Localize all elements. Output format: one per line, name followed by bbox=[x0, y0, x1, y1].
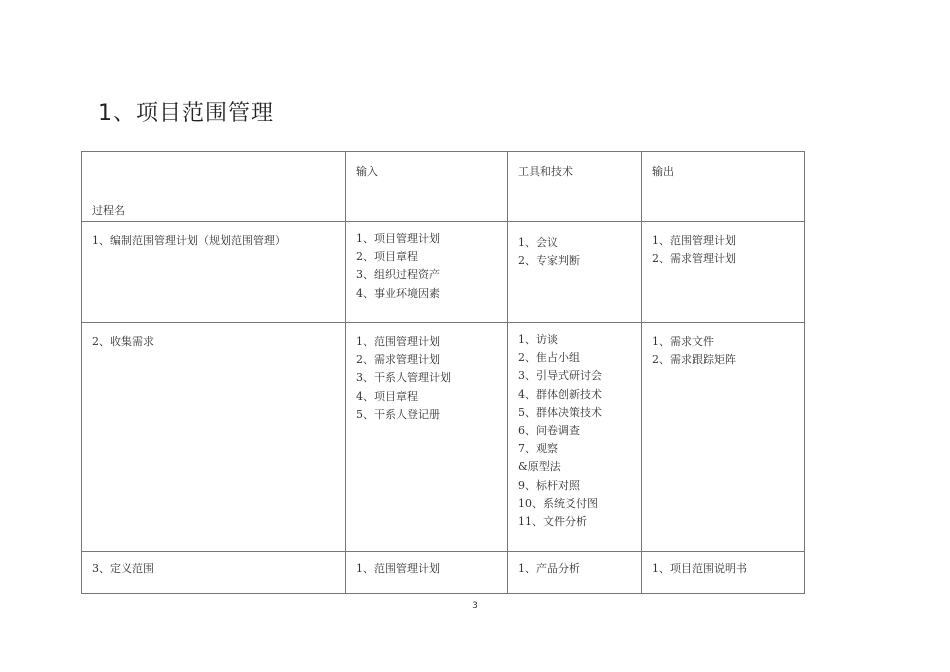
header-output-label: 输出 bbox=[652, 165, 674, 178]
tools-cell bbox=[508, 222, 642, 323]
page-title: 1、项目范围管理 bbox=[98, 101, 274, 126]
header-input-label: 输入 bbox=[356, 165, 378, 178]
process-cell: 2、收集需求 bbox=[82, 323, 346, 552]
list-item: 5、干系人登记册 bbox=[356, 407, 440, 421]
tools-cell bbox=[508, 323, 642, 552]
list-item: 9、标杆对照 bbox=[518, 478, 580, 492]
list-item: 1、需求文件 bbox=[652, 335, 714, 348]
list-item: 10、系统爻付图 bbox=[518, 496, 598, 510]
header-process-label: 过程名 bbox=[92, 203, 125, 217]
list-item: 2、专家判断 bbox=[518, 254, 580, 268]
list-item: 1、范围管理计划 bbox=[356, 562, 440, 575]
list-item: 1、会议 bbox=[518, 236, 558, 249]
outputs-cell bbox=[642, 323, 805, 552]
header-cell-tools bbox=[508, 152, 642, 222]
inputs-cell bbox=[346, 552, 508, 594]
list-item: 3、干系人管理计划 bbox=[356, 371, 451, 385]
list-item: &原型法 bbox=[518, 460, 561, 474]
list-item: 2、需求跟踪矩阵 bbox=[652, 353, 736, 367]
list-item: 1、访谈 bbox=[518, 333, 558, 346]
list-item: 2、隹占小组 bbox=[518, 351, 580, 365]
page-number: 3 bbox=[472, 601, 478, 611]
outputs-cell bbox=[642, 222, 805, 323]
process-cell: 1、编制范围管理计划（规划范围管理） bbox=[82, 222, 346, 323]
list-item: 2、需求管理计划 bbox=[652, 252, 736, 266]
list-item: 1、范围管理计划 bbox=[356, 335, 440, 348]
inputs-cell bbox=[346, 323, 508, 552]
table-row bbox=[82, 222, 805, 323]
table-row bbox=[82, 323, 805, 552]
list-item: 5、群体决策技术 bbox=[518, 405, 602, 419]
list-item: 4、事业环境因素 bbox=[356, 286, 440, 300]
table-row bbox=[82, 552, 805, 594]
header-cell-input bbox=[346, 152, 508, 222]
header-cell-output bbox=[642, 152, 805, 222]
list-item: 6、问卷调查 bbox=[518, 424, 580, 438]
list-item: 2、项目章程 bbox=[356, 250, 418, 264]
inputs-cell bbox=[346, 222, 508, 323]
list-item: 4、群体创新技术 bbox=[518, 387, 602, 401]
process-table bbox=[81, 151, 805, 594]
list-item: 1、产品分析 bbox=[518, 562, 580, 575]
tools-cell bbox=[508, 552, 642, 594]
outputs-cell bbox=[642, 552, 805, 594]
list-item: 1、范围管理计划 bbox=[652, 234, 736, 247]
process-cell: 3、定义范围 bbox=[82, 552, 346, 594]
list-item: 11、文件分析 bbox=[518, 515, 587, 529]
header-cell-process bbox=[82, 152, 346, 222]
list-item: 3、引导式研讨会 bbox=[518, 369, 602, 383]
header-tools-label: 工具和技术 bbox=[518, 165, 573, 178]
list-item: 7、观察 bbox=[518, 442, 558, 456]
list-item: 3、组织过程资产 bbox=[356, 268, 440, 282]
list-item: 2、需求管理计划 bbox=[356, 353, 440, 367]
table-header-row bbox=[82, 152, 805, 222]
list-item: 4、项目章程 bbox=[356, 389, 418, 403]
list-item: 1、项目管理计划 bbox=[356, 232, 440, 245]
list-item: 1、项目范围说明书 bbox=[652, 562, 747, 575]
